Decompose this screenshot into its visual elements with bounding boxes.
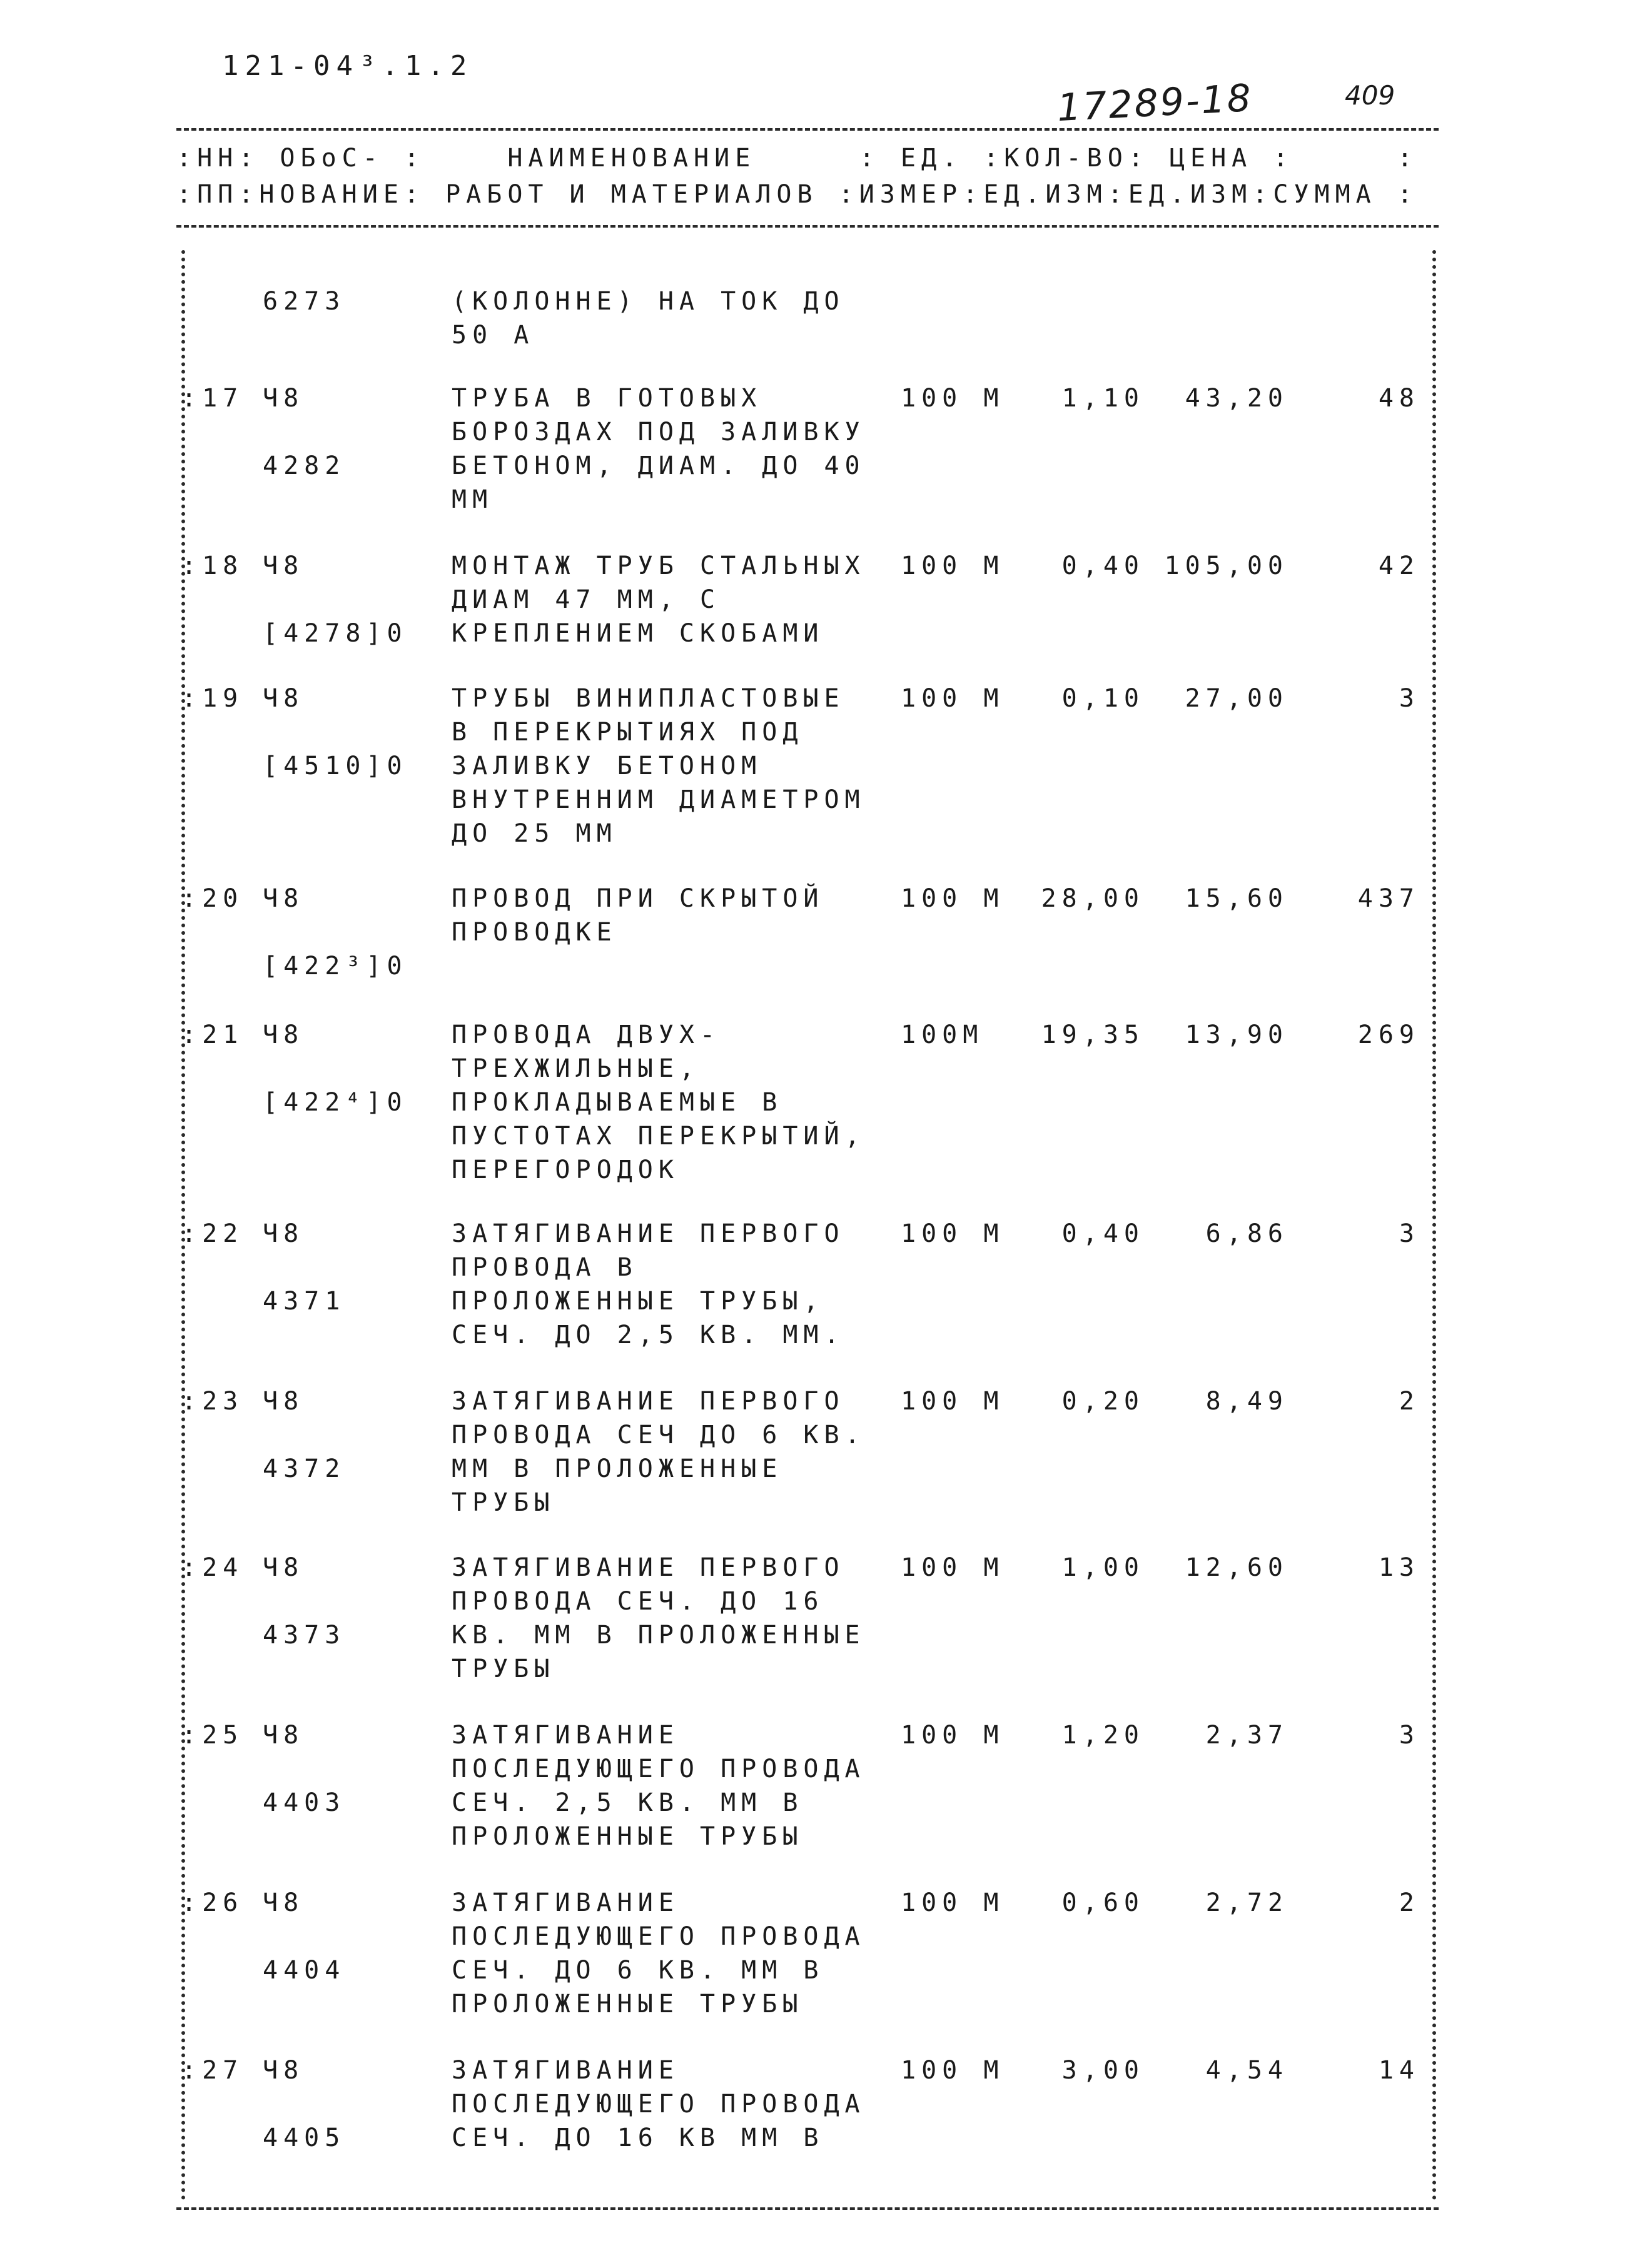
price-cell: 15,60 <box>1185 884 1288 913</box>
unit-cell: 100 М <box>901 884 1005 913</box>
unit-cell: 100 М <box>901 1888 1005 1917</box>
sum-cell: 2 <box>1399 1888 1420 1917</box>
row-number: :26 <box>181 1888 244 1917</box>
price-cell: 105,00 <box>1164 552 1288 580</box>
work-name-line: ЗАТЯГИВАНИЕ ПЕРВОГО <box>452 1387 845 1416</box>
work-name-line: ЗАТЯГИВАНИЕ ПЕРВОГО <box>452 1553 845 1582</box>
quantity-cell: 1,10 <box>1061 384 1145 413</box>
work-name-line: ТРУБА В ГОТОВЫХ <box>452 384 762 413</box>
quantity-cell: 0,20 <box>1061 1387 1145 1416</box>
unit-cell: 100 М <box>901 1219 1005 1248</box>
work-name-line: СЕЧ. ДО 16 КВ ММ В <box>452 2124 824 2152</box>
price-cell: 2,72 <box>1205 1888 1288 1917</box>
work-name-line: ДО 25 ММ <box>452 819 617 848</box>
work-name-line: КРЕПЛЕНИЕМ СКОБАМИ <box>452 619 824 648</box>
basis-code-secondary: 4404 <box>263 1956 346 1985</box>
basis-code: Ч8 <box>263 884 305 913</box>
work-name-line: ТРУБЫ <box>452 1488 555 1517</box>
quantity-cell: 28,00 <box>1041 884 1145 913</box>
work-name-line: ЗАТЯГИВАНИЕ <box>452 1721 679 1750</box>
work-name-line: ТРУБЫ ВИНИПЛАСТОВЫЕ <box>452 684 845 713</box>
price-cell: 13,90 <box>1185 1021 1288 1049</box>
price-cell: 6,86 <box>1205 1219 1288 1248</box>
sum-cell: 2 <box>1399 1387 1420 1416</box>
work-name-line: ПОСЛЕДУЮЩЕГО ПРОВОДА <box>452 2090 866 2119</box>
quantity-cell: 1,00 <box>1061 1553 1145 1582</box>
basis-code-secondary: [4278]0 <box>263 619 408 648</box>
work-name-line: МОНТАЖ ТРУБ СТАЛЬНЫХ <box>452 552 866 580</box>
table-header-line-1: :НН: ОБоС- : НАИМЕНОВАНИЕ : ЕД. :КОЛ-ВО: ЦЕНА : : <box>176 144 1418 173</box>
header-rule <box>176 225 1439 228</box>
price-cell: 27,00 <box>1185 684 1288 713</box>
basis-code-secondary: 4373 <box>263 1621 346 1650</box>
handwritten-code: 17289-18 <box>1056 76 1254 131</box>
work-name-line: ПРОВОДКЕ <box>452 918 617 947</box>
work-name-line: СЕЧ. ДО 2,5 КВ. ММ. <box>452 1321 845 1349</box>
work-name-line: ПРОВОДА СЕЧ. ДО 16 <box>452 1587 824 1616</box>
work-name-line: ПУСТОТАХ ПЕРЕКРЫТИЙ, <box>452 1122 866 1151</box>
quantity-cell: 0,10 <box>1061 684 1145 713</box>
row-number: :19 <box>181 684 244 713</box>
basis-code-secondary: 4403 <box>263 1788 346 1817</box>
unit-cell: 100 М <box>901 1553 1005 1582</box>
work-name-line: ТРУБЫ <box>452 1655 555 1683</box>
work-name-line: ТРЕХЖИЛЬНЫЕ, <box>452 1054 700 1083</box>
top-rule <box>176 128 1439 131</box>
quantity-cell: 19,35 <box>1041 1021 1145 1049</box>
basis-code: Ч8 <box>263 1721 305 1750</box>
basis-code: Ч8 <box>263 552 305 580</box>
work-name-line: ПРОКЛАДЫВАЕМЫЕ В <box>452 1088 783 1117</box>
row-number: :25 <box>181 1721 244 1750</box>
basis-code: Ч8 <box>263 384 305 413</box>
work-name-line: ПОСЛЕДУЮЩЕГО ПРОВОДА <box>452 1755 866 1783</box>
work-name-line: ЗАЛИВКУ БЕТОНОМ <box>452 752 762 780</box>
price-cell: 43,20 <box>1185 384 1288 413</box>
basis-code: 6273 <box>263 287 346 316</box>
quantity-cell: 0,60 <box>1061 1888 1145 1917</box>
work-name-line: ПРОВОДА ДВУХ- <box>452 1021 721 1049</box>
sum-cell: 48 <box>1378 384 1420 413</box>
unit-cell: 100 М <box>901 1387 1005 1416</box>
right-border <box>1432 250 1436 2201</box>
basis-code-secondary: [4510]0 <box>263 752 408 780</box>
basis-code-secondary: 4371 <box>263 1287 346 1316</box>
basis-code: Ч8 <box>263 2056 305 2085</box>
basis-code-secondary: 4282 <box>263 451 346 480</box>
price-cell: 4,54 <box>1205 2056 1288 2085</box>
document-number: 121-04³.1.2 <box>222 50 473 82</box>
work-name-line: ПРОЛОЖЕННЫЕ ТРУБЫ <box>452 1822 804 1851</box>
basis-code: Ч8 <box>263 1553 305 1582</box>
work-name-line: БЕТОНОМ, ДИАМ. ДО 40 <box>452 451 866 480</box>
work-name-line: ДИАМ 47 ММ, С <box>452 585 721 614</box>
price-cell: 2,37 <box>1205 1721 1288 1750</box>
row-number: :22 <box>181 1219 244 1248</box>
work-name-line: ЗАТЯГИВАНИЕ <box>452 2056 679 2085</box>
work-name-line: БОРОЗДАХ ПОД ЗАЛИВКУ <box>452 418 866 446</box>
work-name-line: ВНУТРЕННИМ ДИАМЕТРОМ <box>452 785 866 814</box>
row-number: :21 <box>181 1021 244 1049</box>
table-header-line-2: :ПП:НОВАНИЕ: РАБОТ И МАТЕРИАЛОВ :ИЗМЕР:ЕД.ИЗМ:ЕД.ИЗМ:СУММА : <box>176 180 1418 209</box>
work-name-line: ПРОВОДА СЕЧ ДО 6 КВ. <box>452 1421 866 1449</box>
quantity-cell: 0,40 <box>1061 1219 1145 1248</box>
sum-cell: 3 <box>1399 1219 1420 1248</box>
sum-cell: 14 <box>1378 2056 1420 2085</box>
row-number: :20 <box>181 884 244 913</box>
quantity-cell: 3,00 <box>1061 2056 1145 2085</box>
basis-code-secondary: [422⁴]0 <box>263 1088 408 1117</box>
basis-code: Ч8 <box>263 1021 305 1049</box>
work-name-line: ПРОВОДА В <box>452 1253 638 1282</box>
work-name-line: ЗАТЯГИВАНИЕ ПЕРВОГО <box>452 1219 845 1248</box>
work-name-line: ПОСЛЕДУЮЩЕГО ПРОВОДА <box>452 1922 866 1951</box>
unit-cell: 100 М <box>901 684 1005 713</box>
work-name-line: СЕЧ. ДО 6 КВ. ММ В <box>452 1956 824 1985</box>
work-name-line: ПРОЛОЖЕННЫЕ ТРУБЫ, <box>452 1287 824 1316</box>
sum-cell: 437 <box>1357 884 1420 913</box>
work-name-line: (КОЛОННЕ) НА ТОК ДО <box>452 287 845 316</box>
sum-cell: 13 <box>1378 1553 1420 1582</box>
basis-code-secondary: 4405 <box>263 2124 346 2152</box>
row-number: :17 <box>181 384 244 413</box>
row-number: :18 <box>181 552 244 580</box>
bottom-rule <box>176 2207 1439 2210</box>
work-name-line: КВ. ММ В ПРОЛОЖЕННЫЕ <box>452 1621 866 1650</box>
work-name-line: ЗАТЯГИВАНИЕ <box>452 1888 679 1917</box>
unit-cell: 100 М <box>901 552 1005 580</box>
sum-cell: 3 <box>1399 1721 1420 1750</box>
quantity-cell: 1,20 <box>1061 1721 1145 1750</box>
unit-cell: 100 М <box>901 1721 1005 1750</box>
row-number: :24 <box>181 1553 244 1582</box>
quantity-cell: 0,40 <box>1061 552 1145 580</box>
basis-code: Ч8 <box>263 684 305 713</box>
sum-cell: 42 <box>1378 552 1420 580</box>
basis-code: Ч8 <box>263 1219 305 1248</box>
basis-code-secondary: 4372 <box>263 1454 346 1483</box>
price-cell: 8,49 <box>1205 1387 1288 1416</box>
sum-cell: 3 <box>1399 684 1420 713</box>
work-name-line: В ПЕРЕКРЫТИЯХ ПОД <box>452 718 804 747</box>
page-number: 409 <box>1345 80 1395 111</box>
work-name-line: ММ В ПРОЛОЖЕННЫЕ <box>452 1454 783 1483</box>
work-name-line: ПЕРЕГОРОДОК <box>452 1156 679 1184</box>
basis-code: Ч8 <box>263 1888 305 1917</box>
work-name-line: ММ <box>452 485 494 514</box>
sum-cell: 269 <box>1357 1021 1420 1049</box>
basis-code: Ч8 <box>263 1387 305 1416</box>
basis-code-secondary: [422³]0 <box>263 952 408 980</box>
work-name-line: ПРОВОД ПРИ СКРЫТОЙ <box>452 884 824 913</box>
work-name-line: ПРОЛОЖЕННЫЕ ТРУБЫ <box>452 1990 804 2019</box>
row-number: :23 <box>181 1387 244 1416</box>
unit-cell: 100 М <box>901 2056 1005 2085</box>
price-cell: 12,60 <box>1185 1553 1288 1582</box>
unit-cell: 100 М <box>901 384 1005 413</box>
work-name-line: 50 А <box>452 321 535 350</box>
row-number: :27 <box>181 2056 244 2085</box>
unit-cell: 100М <box>901 1021 984 1049</box>
work-name-line: СЕЧ. 2,5 КВ. ММ В <box>452 1788 804 1817</box>
